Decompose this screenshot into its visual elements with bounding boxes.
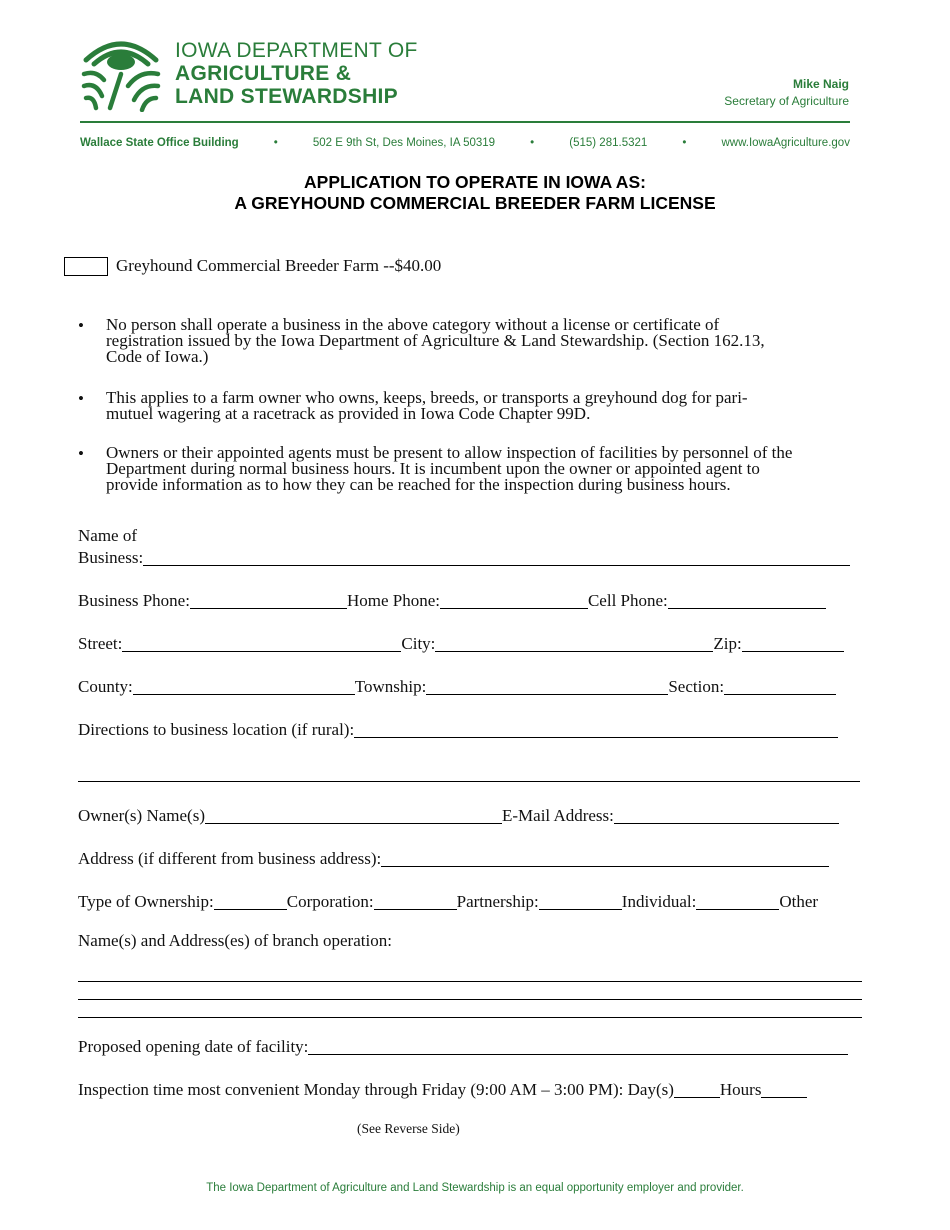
city-field[interactable]: [435, 636, 713, 652]
see-reverse-note: (See Reverse Side): [357, 1121, 460, 1136]
home-phone-field[interactable]: [440, 593, 588, 609]
business-label: Business:: [78, 548, 144, 567]
form-title-line-2: A GREYHOUND COMMERCIAL BREEDER FARM LICENSE: [234, 193, 716, 213]
location-row: [78, 677, 868, 697]
street-field[interactable]: [122, 636, 401, 652]
secretary-title: Secretary of Agriculture: [724, 94, 849, 108]
header-divider: [80, 121, 850, 123]
footer-statement: The Iowa Department of Agriculture and Land Stewardship is an equal opportunity employer and provider.: [206, 1182, 744, 1194]
opening-date-label: Proposed opening date of facility:: [78, 1037, 309, 1056]
owner-names-field[interactable]: [205, 808, 502, 824]
bullet-icon: •: [78, 444, 84, 463]
email-label: E-Mail Address:: [501, 806, 614, 825]
cell-phone-label: Cell Phone:: [587, 591, 668, 610]
partnership-label: Partnership:: [456, 892, 539, 911]
separator-dot: •: [682, 137, 687, 149]
business-phone-label: Business Phone:: [78, 591, 190, 610]
home-phone-label: Home Phone:: [346, 591, 440, 610]
license-checkbox[interactable]: [64, 257, 108, 276]
other-label: Other: [779, 892, 819, 911]
address-row: [78, 634, 868, 654]
opening-date-field[interactable]: [308, 1039, 848, 1055]
bullet-icon: •: [78, 316, 84, 335]
name-of-label: Name of: [78, 526, 138, 545]
phone-row: [78, 591, 868, 611]
alt-address-field[interactable]: [381, 851, 829, 867]
bullet-item-3: Owners or their appointed agents must be present to allow inspection of facilities by personnel of the Department during normal business hours. It is incumbent upon the owner or appointed agent to provide information as to how they can be reached for the inspection during business hours.: [106, 443, 793, 494]
branch-label: Name(s) and Address(es) of branch operation:: [78, 931, 392, 950]
department-name-line-3: LAND STEWARDSHIP: [175, 85, 398, 108]
business-name-row: [78, 548, 868, 568]
owner-row: [78, 806, 868, 826]
zip-field[interactable]: [742, 636, 844, 652]
bullet-icon: •: [78, 389, 84, 408]
secretary-name: Mike Naig: [792, 77, 849, 91]
hours-label: Hours: [719, 1080, 762, 1099]
township-field[interactable]: [426, 679, 668, 695]
owner-names-label: Owner(s) Name(s): [78, 806, 205, 825]
iowa-agriculture-logo-icon: [80, 34, 162, 112]
branch-field-line-2[interactable]: [78, 999, 862, 1000]
alt-address-row: [78, 849, 868, 869]
zip-label: Zip:: [713, 634, 742, 653]
separator-dot: •: [530, 137, 535, 149]
directions-field-line-2[interactable]: [78, 781, 860, 782]
directions-field[interactable]: [354, 722, 838, 738]
street-address: 502 E 9th St, Des Moines, IA 50319: [312, 137, 496, 149]
ownership-row: [78, 892, 868, 912]
bullet-item-2: This applies to a farm owner who owns, keeps, breeds, or transports a greyhound dog for pari- mutuel wagering at a racetrack as provided in Iowa Code Chapter 99D.: [106, 388, 748, 423]
phone-number: (515) 281.5321: [569, 137, 648, 149]
department-name-line-2: AGRICULTURE &: [175, 62, 352, 85]
building-name: Wallace State Office Building: [80, 137, 239, 149]
corporation-field[interactable]: [374, 894, 457, 910]
county-label: County:: [78, 677, 133, 696]
business-name-field[interactable]: [143, 550, 850, 566]
business-phone-field[interactable]: [190, 593, 347, 609]
contact-bar: [80, 137, 850, 149]
partnership-field[interactable]: [539, 894, 622, 910]
county-field[interactable]: [133, 679, 355, 695]
separator-dot: •: [273, 137, 278, 149]
inspection-row: [78, 1080, 868, 1100]
alt-address-label: Address (if different from business address):: [78, 849, 382, 868]
inspection-days-field[interactable]: [674, 1082, 720, 1098]
opening-date-row: [78, 1037, 868, 1057]
individual-field[interactable]: [696, 894, 779, 910]
license-option-label: Greyhound Commercial Breeder Farm --$40.00: [116, 256, 442, 275]
directions-row: [78, 720, 868, 740]
branch-field-line-3[interactable]: [78, 1017, 862, 1018]
cell-phone-field[interactable]: [668, 593, 826, 609]
street-label: Street:: [78, 634, 123, 653]
branch-field-line-1[interactable]: [78, 981, 862, 982]
city-label: City:: [401, 634, 436, 653]
directions-label: Directions to business location (if rural):: [78, 720, 355, 739]
corporation-label: Corporation:: [286, 892, 374, 911]
inspection-hours-field[interactable]: [761, 1082, 807, 1098]
township-label: Township:: [354, 677, 427, 696]
individual-label: Individual:: [621, 892, 697, 911]
section-field[interactable]: [724, 679, 836, 695]
ownership-type-field[interactable]: [214, 894, 287, 910]
form-title-line-1: APPLICATION TO OPERATE IN IOWA AS:: [304, 172, 646, 192]
inspection-label: Inspection time most convenient Monday through Friday (9:00 AM – 3:00 PM): Day(s): [78, 1080, 674, 1099]
bullet-item-1: No person shall operate a business in the above category without a license or certificate of registration issued by the Iowa Department of Agriculture & Land Stewardship. (Section 162.13, Code of Iowa.): [106, 315, 765, 366]
ownership-type-label: Type of Ownership:: [78, 892, 214, 911]
email-field[interactable]: [614, 808, 839, 824]
section-label: Section:: [668, 677, 725, 696]
website-link[interactable]: www.IowaAgriculture.gov: [721, 137, 850, 149]
department-name-line-1: IOWA DEPARTMENT OF: [175, 39, 418, 62]
